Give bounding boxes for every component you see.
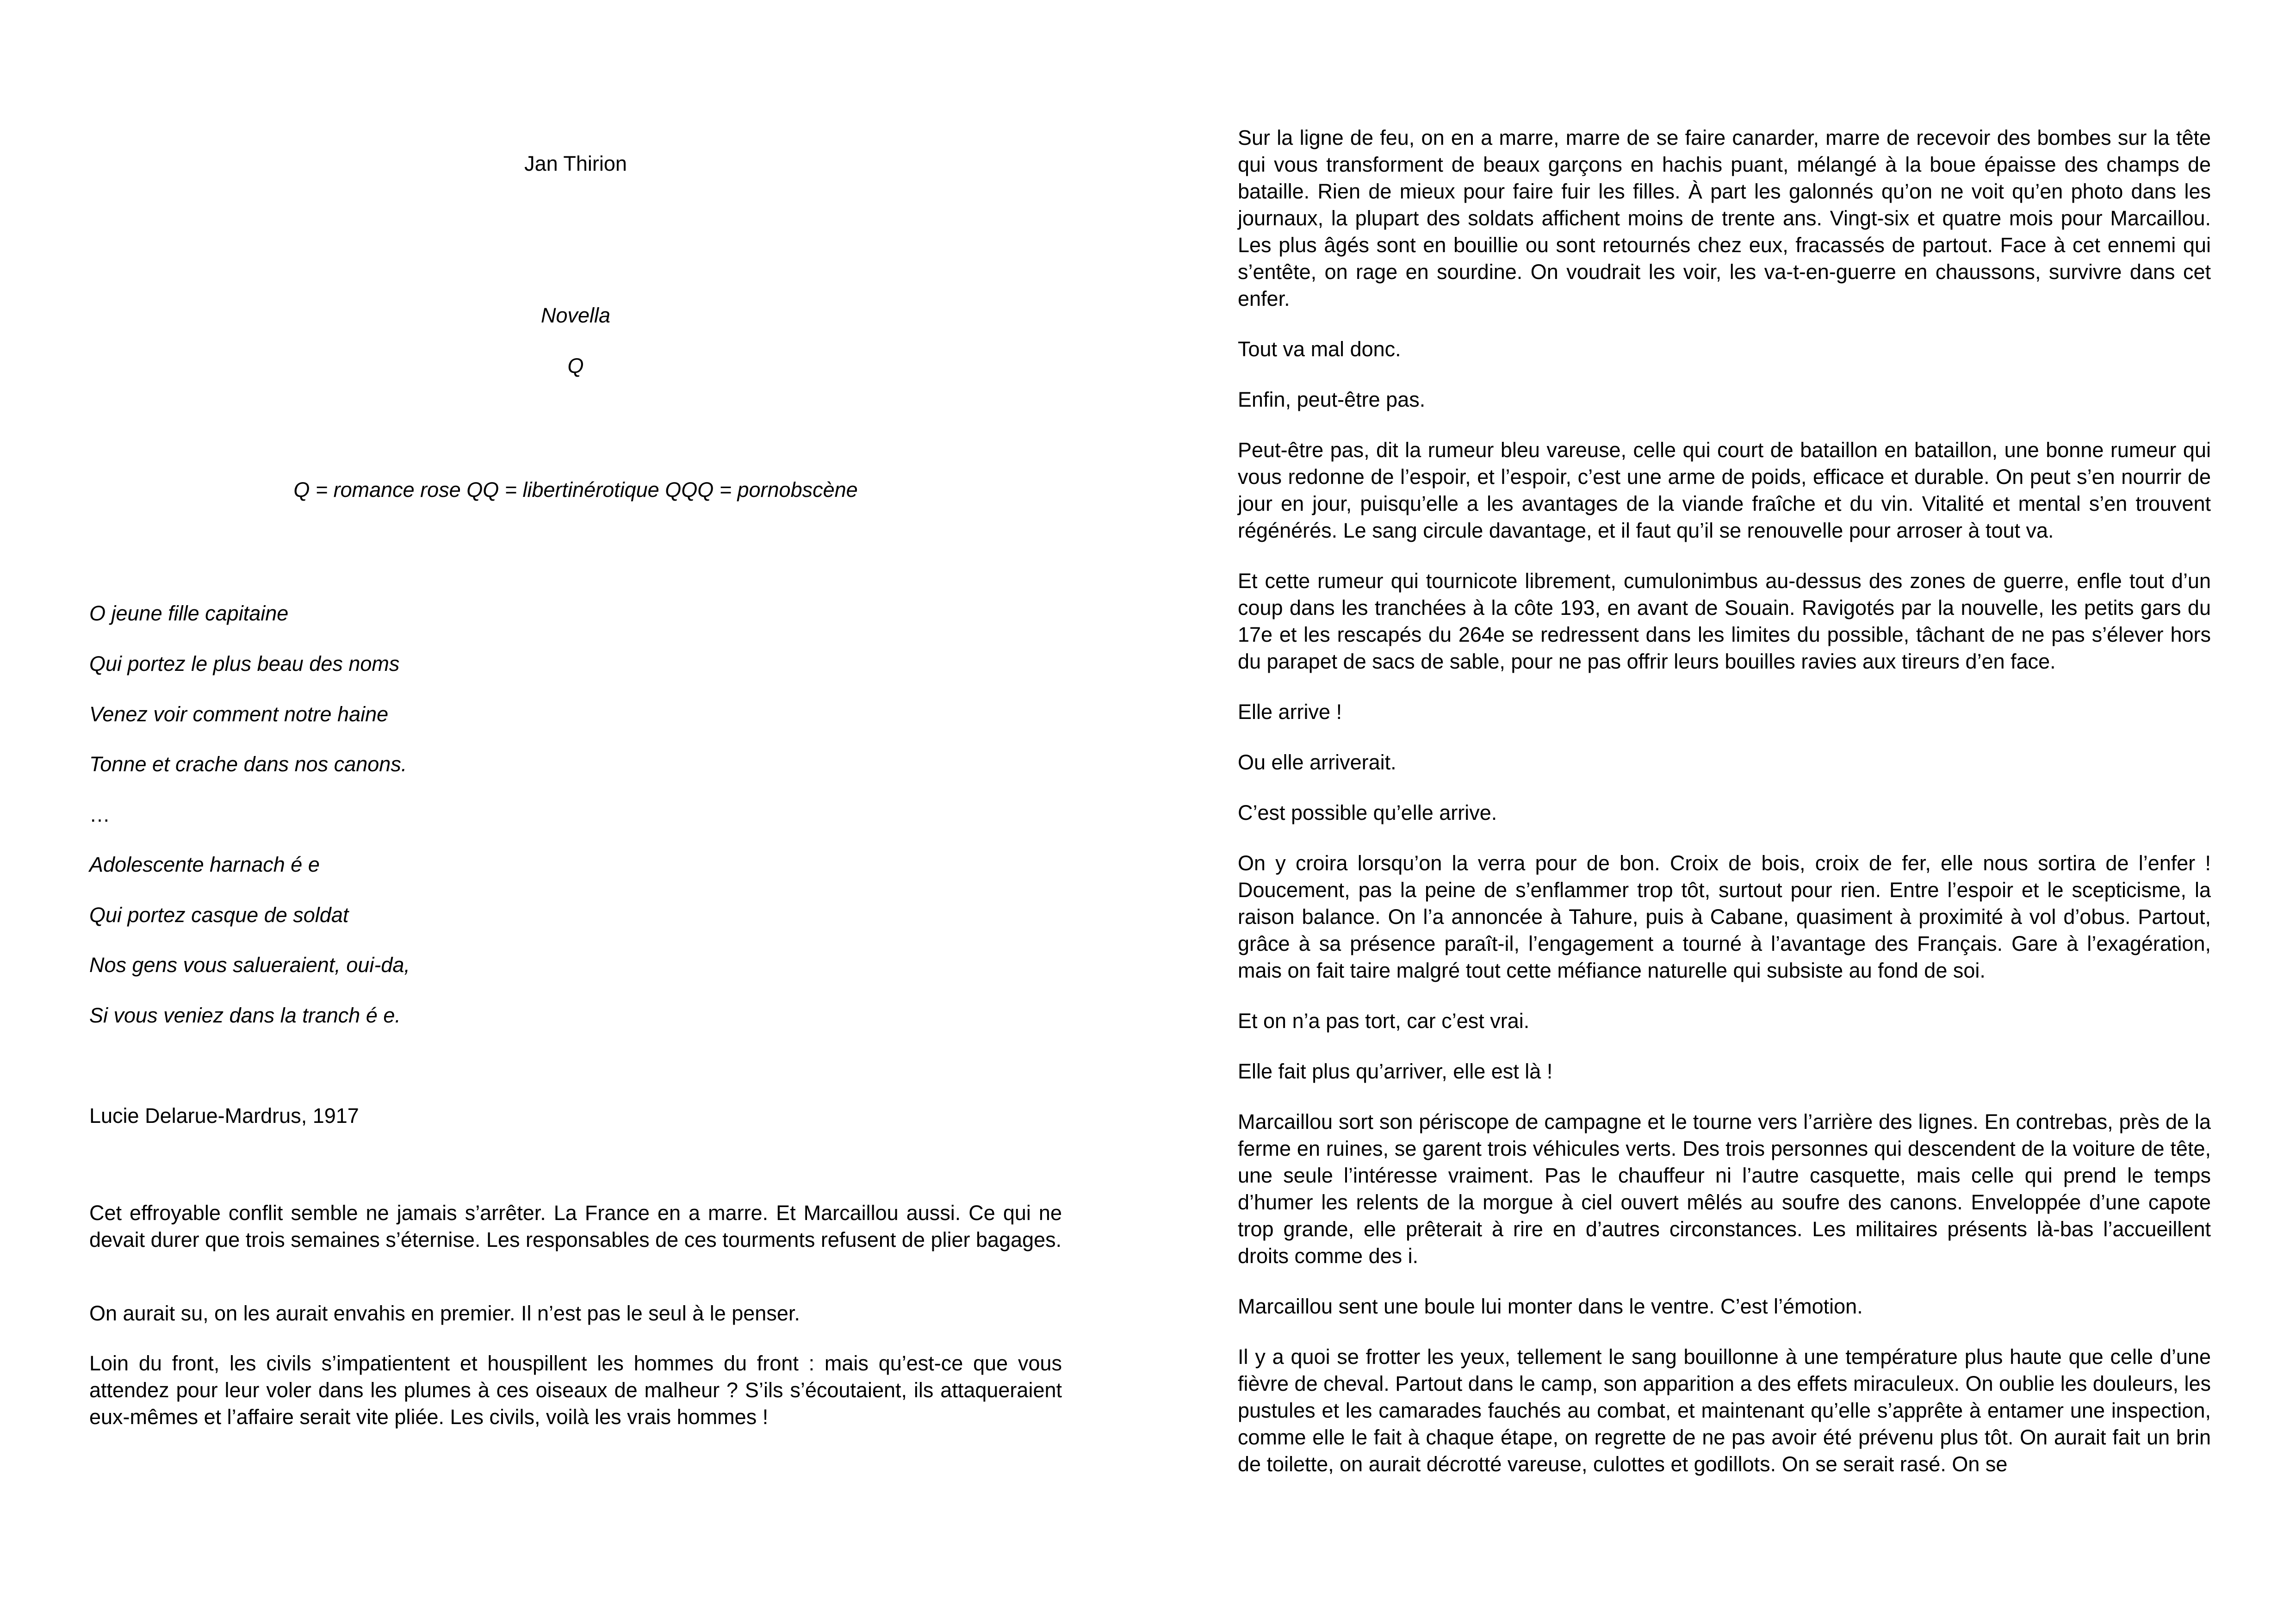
paragraph: Sur la ligne de feu, on en a marre, marre de se faire canarder, marre de recevoir des bombes sur la tête qui vous transforment de beaux garçons en hachis puant, mélangé à la boue épaisse des champs de bataille. Rien de mieux pour faire fuir les filles. À part les galonnés qu’on ne voit qu’en photo dans les journaux, la plupart des soldats affichent moins de trente ans. Vingt-six et quatre mois pour Marcaillou. Les plus âgés sont en bouillie ou sont retournés chez eux, fracassés de partout. Face à cet ennemi qui s’entête, on rage en sourdine. On voudrait les voir, les va-t-en-guerre en chaussons, survivre dans cet enfer. [1238,126,2211,310]
paragraph: Peut-être pas, dit la rumeur bleu vareuse, celle qui court de bataillon en bataillon, une bonne rumeur qui vous redonne de l’espoir, et l’espoir, c’est une arme de poids, efficace et durable. On peut s’en nourrir de jour en jour, puisqu’elle a les avantages de la viande fraîche et du vin. Vitalité et mental s’en trouvent régénérés. Le sang circule davantage, et il faut qu’il se renouvelle pour arroser à tout va. [1238,438,2211,542]
paragraph: Elle fait plus qu’arriver, elle est là ! [1238,1059,1553,1083]
paragraph: Et on n’a pas tort, car c’est vrai. [1238,1009,1530,1033]
paragraph: Marcaillou sort son périscope de campagne et le tourne vers l’arrière des lignes. En contrebas, près de la ferme en ruines, se garent trois véhicules verts. Des trois personnes qui descendent de la voiture de tête, une seule l’intéresse vraiment. Pas le chauffeur ni l’autre casquette, mais celle qui prend le temps d’humer les relents de la morgue à ciel ouvert mêlés au soufre des canons. Enveloppée d’une capote trop grande, elle prêterait à rire en d’autres circonstances. Les militaires présents là-bas l’accueillent droits comme des i. [1238,1110,2211,1268]
poem-line: Qui portez casque de soldat [89,903,349,927]
paragraph: Enfin, peut-être pas. [1238,388,1426,411]
paragraph: C’est possible qu’elle arrive. [1238,801,1497,824]
paragraph: Loin du front, les civils s’impatientent et houspillent les hommes du front : mais qu’est-ce que vous attendez pour leur voler dans les plumes à ces oiseaux de malheur ? S’ils s’écoutaient, ils attaqueraient eux-mêmes et l’affaire serait vite pliée. Les civils, voilà les vrais hommes ! [89,1351,1062,1429]
poem-line: Adolescente harnach é e [89,853,320,876]
paragraph: On y croira lorsqu’on la verra pour de bon. Croix de bois, croix de fer, elle nous sortira de l’enfer ! Doucement, pas la peine de s’enflammer trop tôt, surtout pour rien. Entre l’espoir et le scepticisme, la raison balance. On l’a annoncée à Tahure, puis à Cabane, quasiment à proximité à vol d’obus. Partout, grâce à sa présence paraît-il, l’engagement a tourné à l’avantage des Français. Gare à l’exagération, mais on fait taire malgré tout cette méfiance naturelle qui subsiste au fond de soi. [1238,851,2211,982]
poem-line: Venez voir comment notre haine [89,702,389,726]
poem-line: Si vous veniez dans la tranch é e. [89,1004,401,1027]
paragraph: Ou elle arriverait. [1238,750,1396,774]
poem-line: Qui portez le plus beau des noms [89,652,400,675]
rating-legend: Q = romance rose QQ = libertinérotique QQQ = pornobscène [293,478,858,502]
poem-line: Tonne et crache dans nos canons. [89,752,407,776]
poem-attribution: Lucie Delarue-Mardrus, 1917 [89,1104,359,1127]
rating-label: Q [567,354,584,378]
paragraph: Il y a quoi se frotter les yeux, tellement le sang bouillonne à une température plus haute que celle d’une fièvre de cheval. Partout dans le camp, son apparition a des effets miraculeux. On oublie les douleurs, les pustules et les camarades fauchés au combat, et maintenant qu’elle s’apprête à entamer une inspection, comme elle le fait à chaque étape, on regrette de ne pas avoir été prévenu plus tôt. On aurait fait un brin de toilette, on aurait décrotté vareuse, culottes et godillots. On se serait rasé. On se [1238,1345,2211,1476]
poem-line: Nos gens vous salueraient, oui-da, [89,953,410,977]
paragraph: Tout va mal donc. [1238,337,1401,361]
paragraph: Cet effroyable conflit semble ne jamais s’arrêter. La France en a marre. Et Marcaillou aussi. Ce qui ne devait durer que trois semaines s’éternise. Les responsables de ces tourments refusent de plier bagages. [89,1201,1062,1251]
genre-label: Novella [540,304,611,327]
paragraph: On aurait su, on les aurait envahis en premier. Il n’est pas le seul à le penser. [89,1301,800,1325]
author-name: Jan Thirion [524,152,627,175]
poem-line: O jeune fille capitaine [89,601,289,625]
paragraph: Et cette rumeur qui tournicote librement, cumulonimbus au-dessus des zones de guerre, enfle tout d’un coup dans les tranchées à la côte 193, en avant de Souain. Ravigotés par la nouvelle, les petits gars du 17e et les rescapés du 264e se redressent dans les limites du possible, tâchant de ne pas s’élever hors du parapet de sacs de sable, pour ne pas offrir leurs bouilles ravies aux tireurs d’en face. [1238,569,2211,673]
right-page [1238,124,2211,1501]
poem-ellipsis: … [89,803,110,826]
paragraph: Marcaillou sent une boule lui monter dans le ventre. C’est l’émotion. [1238,1295,1863,1318]
paragraph: Elle arrive ! [1238,700,1342,724]
